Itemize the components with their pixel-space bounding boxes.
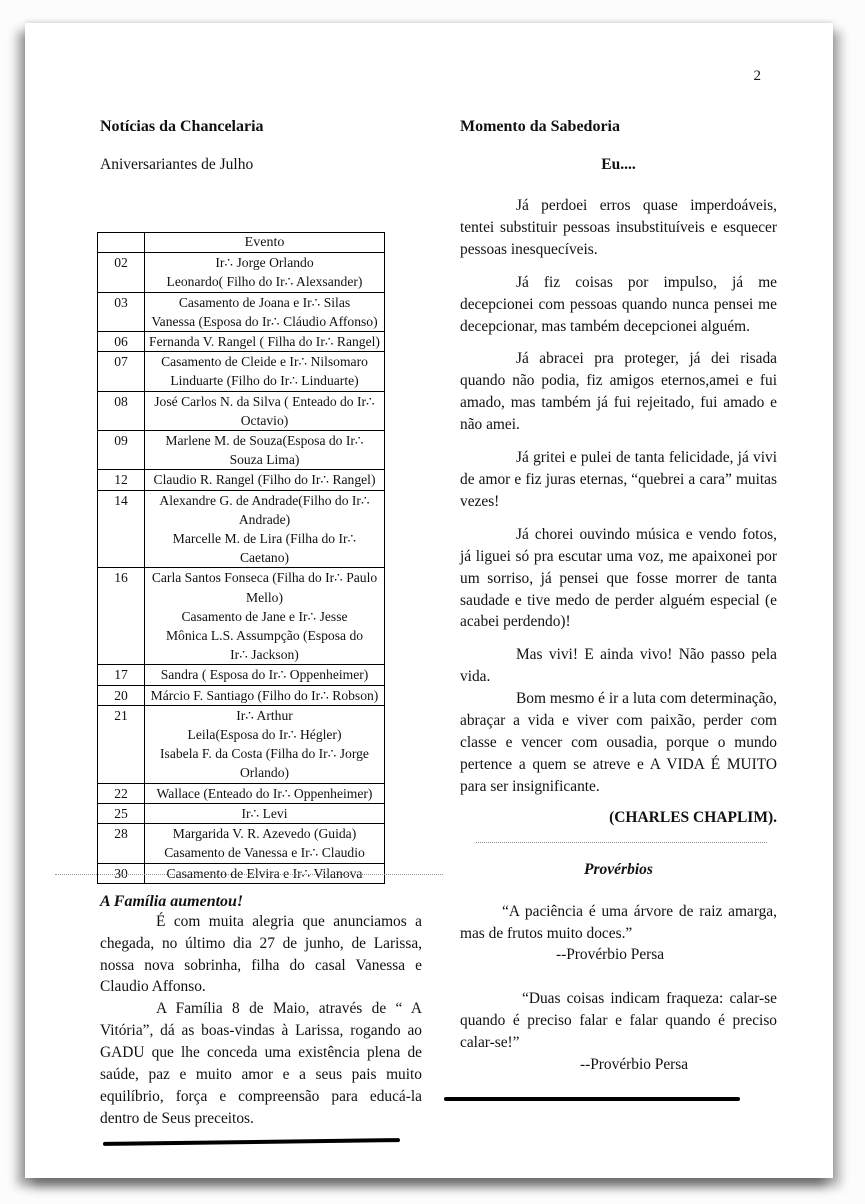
sabedoria-paragraph: Mas vivi! E ainda vivo! Não passo pela vida. [460, 646, 777, 686]
right-dotted-separator [476, 842, 767, 843]
proverb-source: --Provérbio Persa [580, 1056, 689, 1074]
event-row [98, 665, 385, 685]
event-description: Ir∴ Jorge Orlando Leonardo( Filho do Ir∴ Alexsander) [145, 253, 385, 292]
proverbs-list [460, 901, 777, 1076]
day-header-cell [98, 233, 145, 253]
proverb-item [460, 988, 777, 1076]
event-row [98, 352, 385, 391]
proverb-text: “A paciência é uma árvore de raiz amarga, mas de frutos muito doces.” [460, 902, 777, 942]
event-day: 03 [98, 292, 145, 331]
event-day: 02 [98, 253, 145, 292]
event-description: Margarida V. R. Azevedo (Guida) Casamento de Vanessa e Ir∴ Claudio [145, 824, 385, 863]
events-table [97, 232, 385, 884]
page-number: 2 [753, 68, 761, 84]
event-day: 25 [98, 803, 145, 823]
left-column [100, 118, 422, 1144]
event-day: 14 [98, 490, 145, 568]
sabedoria-paragraph: Já perdoei erros quase imperdoáveis, tentei substituir pessoas insubstituíveis e esquecer pessoas inesquecíveis. [460, 197, 777, 258]
event-description: Sandra ( Esposa do Ir∴ Oppenheimer) [145, 665, 385, 685]
event-row [98, 431, 385, 470]
events-table-header-row [98, 233, 385, 253]
event-day: 28 [98, 824, 145, 863]
sabedoria-paragraph: Já gritei e pulei de tanta felicidade, já vivi de amor e fiz juras eternas, “quebrei a cara” muitas vezes! [460, 449, 777, 510]
event-row [98, 332, 385, 352]
right-column [460, 118, 777, 1101]
event-description: Casamento de Elvira e Ir∴ Vilanova [145, 863, 385, 883]
event-day: 16 [98, 568, 145, 665]
proverb-item [460, 901, 777, 967]
page [25, 23, 833, 1178]
familia-paragraphs [100, 911, 422, 1130]
event-description: Wallace (Enteado do Ir∴ Oppenheimer) [145, 783, 385, 803]
events-table-body [98, 253, 385, 884]
event-day: 22 [98, 783, 145, 803]
event-header-cell: Evento [145, 233, 385, 253]
event-day: 09 [98, 431, 145, 470]
aniversariantes-subheading: Aniversariantes de Julho [100, 156, 254, 173]
event-description: Márcio F. Santiago (Filho do Ir∴ Robson) [145, 685, 385, 705]
event-row [98, 803, 385, 823]
event-row [98, 391, 385, 430]
event-description: Carla Santos Fonseca (Filha do Ir∴ Paulo Mello) Casamento de Jane e Ir∴ Jesse Mônica L.S. Assumpção (Esposa do Ir∴ Jackson) [145, 568, 385, 665]
event-row [98, 685, 385, 705]
sabedoria-paragraph: Já fiz coisas por impulso, já me decepcionei com pessoas quando nunca pensei me decepcionar, mas também decepcionei alguém. [460, 273, 777, 335]
event-description: Marlene M. de Souza(Esposa do Ir∴ Souza Lima) [145, 431, 385, 470]
familia-aumentou-heading: A Família aumentou! [100, 892, 244, 910]
event-description: Ir∴ Arthur Leila(Esposa do Ir∴ Hégler) Isabela F. da Costa (Filha do Ir∴ Jorge Orlando) [145, 705, 385, 783]
event-row [98, 470, 385, 490]
sabedoria-paragraphs [460, 195, 777, 798]
event-description: Fernanda V. Rangel ( Filha do Ir∴ Rangel) [145, 332, 385, 352]
event-day: 30 [98, 863, 145, 883]
left-column-divider-line [103, 1138, 400, 1146]
event-row [98, 568, 385, 665]
event-description: Casamento de Joana e Ir∴ Silas Vanessa (Esposa do Ir∴ Cláudio Affonso) [145, 292, 385, 331]
event-row [98, 705, 385, 783]
event-row [98, 292, 385, 331]
proverbios-heading: Provérbios [584, 860, 653, 878]
event-day: 12 [98, 470, 145, 490]
sabedoria-paragraph: Já abracei pra proteger, já dei risada quando não podia, fiz amigos eternos,amei e fui amado, mas também já fui rejeitado, fui amado e não amei. [460, 350, 777, 434]
family-paragraph: A Família 8 de Maio, através de “ A Vitória”, dá as boas-vindas à Larissa, rogando ao GADU que lhe conceda uma existência plena de saúde, paz e muito amor e a seus pais muito equilíbrio, força e compreensão para educá-la dentro de Seus preceitos. [100, 1000, 422, 1127]
event-day: 17 [98, 665, 145, 685]
event-row [98, 253, 385, 292]
sabedoria-paragraph: Bom mesmo é ir a luta com determinação, abraçar a vida e viver com paixão, perder com classe e vencer com ousadia, porque o mundo pertence a quem se atreve e A VIDA É MUITO para ser insignificante. [460, 690, 777, 795]
event-description: Casamento de Cleide e Ir∴ Nilsomaro Linduarte (Filho do Ir∴ Linduarte) [145, 352, 385, 391]
left-dotted-line [55, 874, 443, 875]
event-day: 08 [98, 391, 145, 430]
event-description: Alexandre G. de Andrade(Filho do Ir∴ Andrade) Marcelle M. de Lira (Filha do Ir∴ Caetano) [145, 490, 385, 568]
family-paragraph: É com muita alegria que anunciamos a chegada, no último dia 27 de junho, de Larissa, nossa nova sobrinha, filha do casal Vanessa e Claudio Affonso. [100, 912, 422, 996]
event-description: José Carlos N. da Silva ( Enteado do Ir∴ Octavio) [145, 391, 385, 430]
sabedoria-heading: Momento da Sabedoria [460, 118, 620, 135]
proverb-source: --Provérbio Persa [556, 946, 665, 964]
proverb-text: “Duas coisas indicam fraqueza: calar-se quando é preciso falar e falar quando é preciso calar-se!” [460, 990, 777, 1052]
event-day: 07 [98, 352, 145, 391]
event-row [98, 783, 385, 803]
right-column-divider-line [444, 1097, 740, 1101]
chancelaria-heading: Notícias da Chancelaria [100, 118, 264, 135]
event-description: Ir∴ Levi [145, 803, 385, 823]
event-row [98, 824, 385, 863]
event-description: Claudio R. Rangel (Filho do Ir∴ Rangel) [145, 470, 385, 490]
event-day: 06 [98, 332, 145, 352]
event-day: 21 [98, 705, 145, 783]
event-day: 20 [98, 685, 145, 705]
eu-title: Eu.... [601, 156, 636, 173]
attribution: (CHARLES CHAPLIM). [609, 808, 777, 826]
event-row [98, 490, 385, 568]
sabedoria-paragraph: Já chorei ouvindo música e vendo fotos, já liguei só pra escutar uma voz, me apaixonei por um sorriso, já pensei que fosse morrer de tanta saudade e tive medo de perder alguém especial (e acabei perdendo)! [460, 525, 777, 631]
